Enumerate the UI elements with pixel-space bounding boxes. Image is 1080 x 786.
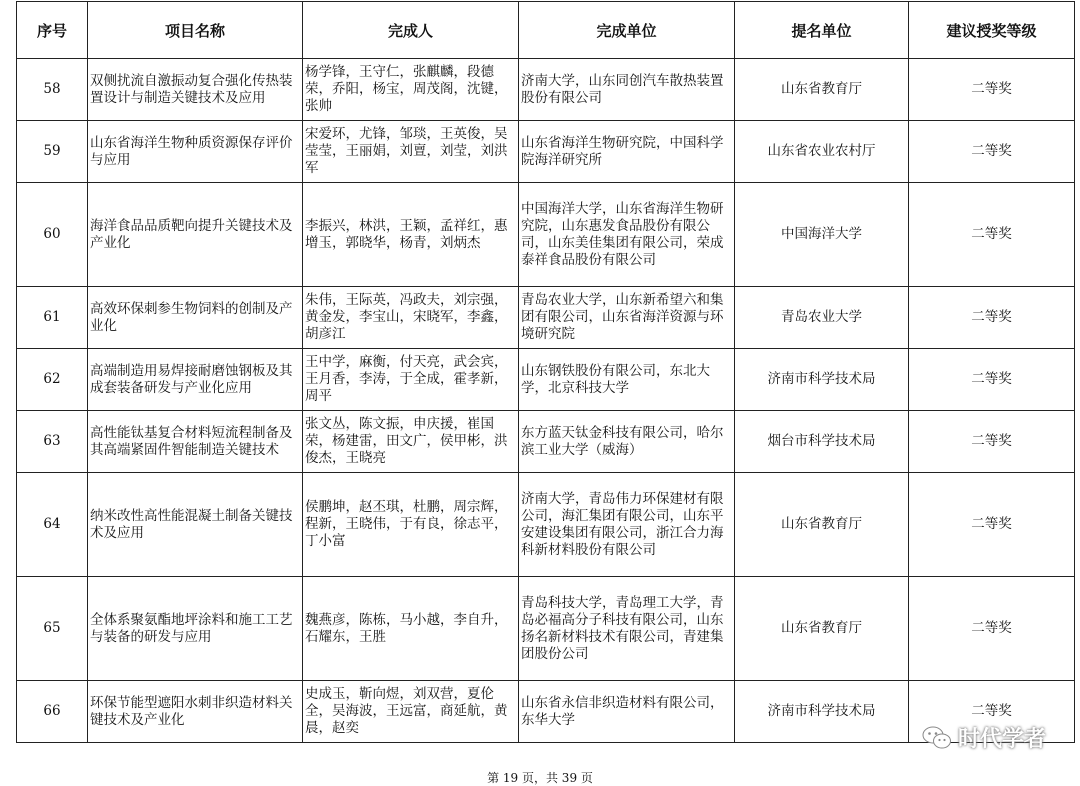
cell-completing-unit: 东方蓝天钛金科技有限公司，哈尔滨工业大学（威海） <box>519 411 735 473</box>
cell-seq: 58 <box>17 59 88 121</box>
cell-completers: 朱伟，王际英，冯政夫，刘宗强，黄金发，李宝山，宋晓军，李鑫，胡彦江 <box>303 287 519 349</box>
cell-completing-unit: 中国海洋大学，山东省海洋生物研究院，山东惠发食品股份有限公司，山东美佳集团有限公司，荣成泰祥食品股份有限公司 <box>519 183 735 287</box>
cell-completing-unit: 山东钢铁股份有限公司，东北大学，北京科技大学 <box>519 349 735 411</box>
table-row <box>17 681 1075 743</box>
cell-project-name: 山东省海洋生物种质资源保存评价与应用 <box>88 121 303 183</box>
cell-completers: 张文丛，陈文振，申庆援，崔国荣，杨建雷，田文广，侯甲彬，洪俊杰，王晓亮 <box>303 411 519 473</box>
cell-completers: 杨学锋，王守仁，张麒麟，段德荣，乔阳，杨宝，周茂阁，沈键，张帅 <box>303 59 519 121</box>
table-row <box>17 577 1075 681</box>
cell-award-grade: 二等奖 <box>909 411 1075 473</box>
cell-project-name: 纳米改性高性能混凝土制备关键技术及应用 <box>88 473 303 577</box>
wechat-icon <box>922 725 952 751</box>
cell-completing-unit: 山东省永信非织造材料有限公司，东华大学 <box>519 681 735 743</box>
cell-completing-unit: 青岛农业大学，山东新希望六和集团有限公司，山东省海洋资源与环境研究院 <box>519 287 735 349</box>
cell-project-name: 海洋食品品质靶向提升关键技术及产业化 <box>88 183 303 287</box>
table-row <box>17 287 1075 349</box>
table-row <box>17 411 1075 473</box>
table-row <box>17 59 1075 121</box>
cell-nominating-unit: 济南市科学技术局 <box>735 681 909 743</box>
cell-award-grade: 二等奖 <box>909 183 1075 287</box>
table-row <box>17 349 1075 411</box>
cell-completing-unit: 山东省海洋生物研究院，中国科学院海洋研究所 <box>519 121 735 183</box>
cell-project-name: 高端制造用易焊接耐磨蚀钢板及其成套装备研发与产业化应用 <box>88 349 303 411</box>
cell-completing-unit: 青岛科技大学，青岛理工大学，青岛必福高分子科技有限公司，山东扬名新材料技术有限公司，青建集团股份公司 <box>519 577 735 681</box>
header-seq: 序号 <box>17 2 88 59</box>
watermark-text: 时代学者 <box>957 727 1046 752</box>
cell-completers: 史成玉，靳向煜，刘双营，夏伦全，吴海波，王远富，商延航，黄晨，赵奕 <box>303 681 519 743</box>
cell-project-name: 高性能钛基复合材料短流程制备及其高端紧固件智能制造关键技术 <box>88 411 303 473</box>
header-completing-unit: 完成单位 <box>519 2 735 59</box>
cell-award-grade: 二等奖 <box>909 577 1075 681</box>
cell-nominating-unit: 山东省教育厅 <box>735 59 909 121</box>
cell-completers: 宋爱环，尤锋，邹琰，王英俊，吴莹莹，王丽娟，刘亶，刘莹，刘洪军 <box>303 121 519 183</box>
cell-nominating-unit: 济南市科学技术局 <box>735 349 909 411</box>
cell-seq: 59 <box>17 121 88 183</box>
watermark <box>922 722 1046 753</box>
cell-project-name: 双侧扰流自激振动复合强化传热装置设计与制造关键技术及应用 <box>88 59 303 121</box>
cell-award-grade: 二等奖 <box>909 349 1075 411</box>
cell-seq: 63 <box>17 411 88 473</box>
cell-seq: 62 <box>17 349 88 411</box>
header-award-grade: 建议授奖等级 <box>909 2 1075 59</box>
cell-completers: 王中学，麻衡，付天亮，武会宾，王月香，李涛，于全成，霍孝新，周平 <box>303 349 519 411</box>
cell-award-grade: 二等奖 <box>909 121 1075 183</box>
header-project-name: 项目名称 <box>88 2 303 59</box>
cell-nominating-unit: 山东省教育厅 <box>735 577 909 681</box>
cell-completing-unit: 济南大学，青岛伟力环保建材有限公司，海汇集团有限公司，山东平安建设集团有限公司，浙江合力海科新材料股份有限公司 <box>519 473 735 577</box>
cell-project-name: 高效环保刺参生物饲料的创制及产业化 <box>88 287 303 349</box>
awards-table <box>16 1 1075 743</box>
page-footer: 第 19 页，共 39 页 <box>487 771 593 785</box>
cell-completers: 李振兴，林洪，王颖，孟祥红，惠增玉，郭晓华，杨青，刘炳杰 <box>303 183 519 287</box>
header-row <box>17 2 1075 59</box>
cell-nominating-unit: 青岛农业大学 <box>735 287 909 349</box>
cell-nominating-unit: 烟台市科学技术局 <box>735 411 909 473</box>
cell-completers: 魏燕彦，陈栋，马小越，李自升，石耀东，王胜 <box>303 577 519 681</box>
cell-nominating-unit: 山东省教育厅 <box>735 473 909 577</box>
cell-nominating-unit: 中国海洋大学 <box>735 183 909 287</box>
cell-seq: 60 <box>17 183 88 287</box>
cell-award-grade: 二等奖 <box>909 287 1075 349</box>
table-row <box>17 183 1075 287</box>
table-row <box>17 121 1075 183</box>
cell-seq: 64 <box>17 473 88 577</box>
cell-seq: 61 <box>17 287 88 349</box>
header-nominating-unit: 提名单位 <box>735 2 909 59</box>
cell-project-name: 全体系聚氨酯地坪涂料和施工工艺与装备的研发与应用 <box>88 577 303 681</box>
cell-nominating-unit: 山东省农业农村厅 <box>735 121 909 183</box>
cell-completers: 侯鹏坤，赵丕琪，杜鹏，周宗辉，程新，王晓伟，于有良，徐志平，丁小富 <box>303 473 519 577</box>
cell-seq: 65 <box>17 577 88 681</box>
cell-award-grade: 二等奖 <box>909 59 1075 121</box>
table-row <box>17 473 1075 577</box>
cell-award-grade: 二等奖 <box>909 473 1075 577</box>
header-completers: 完成人 <box>303 2 519 59</box>
cell-completing-unit: 济南大学，山东同创汽车散热装置股份有限公司 <box>519 59 735 121</box>
cell-award-grade: 二等奖 <box>909 681 1075 743</box>
cell-seq: 66 <box>17 681 88 743</box>
cell-project-name: 环保节能型遮阳水刺非织造材料关键技术及产业化 <box>88 681 303 743</box>
